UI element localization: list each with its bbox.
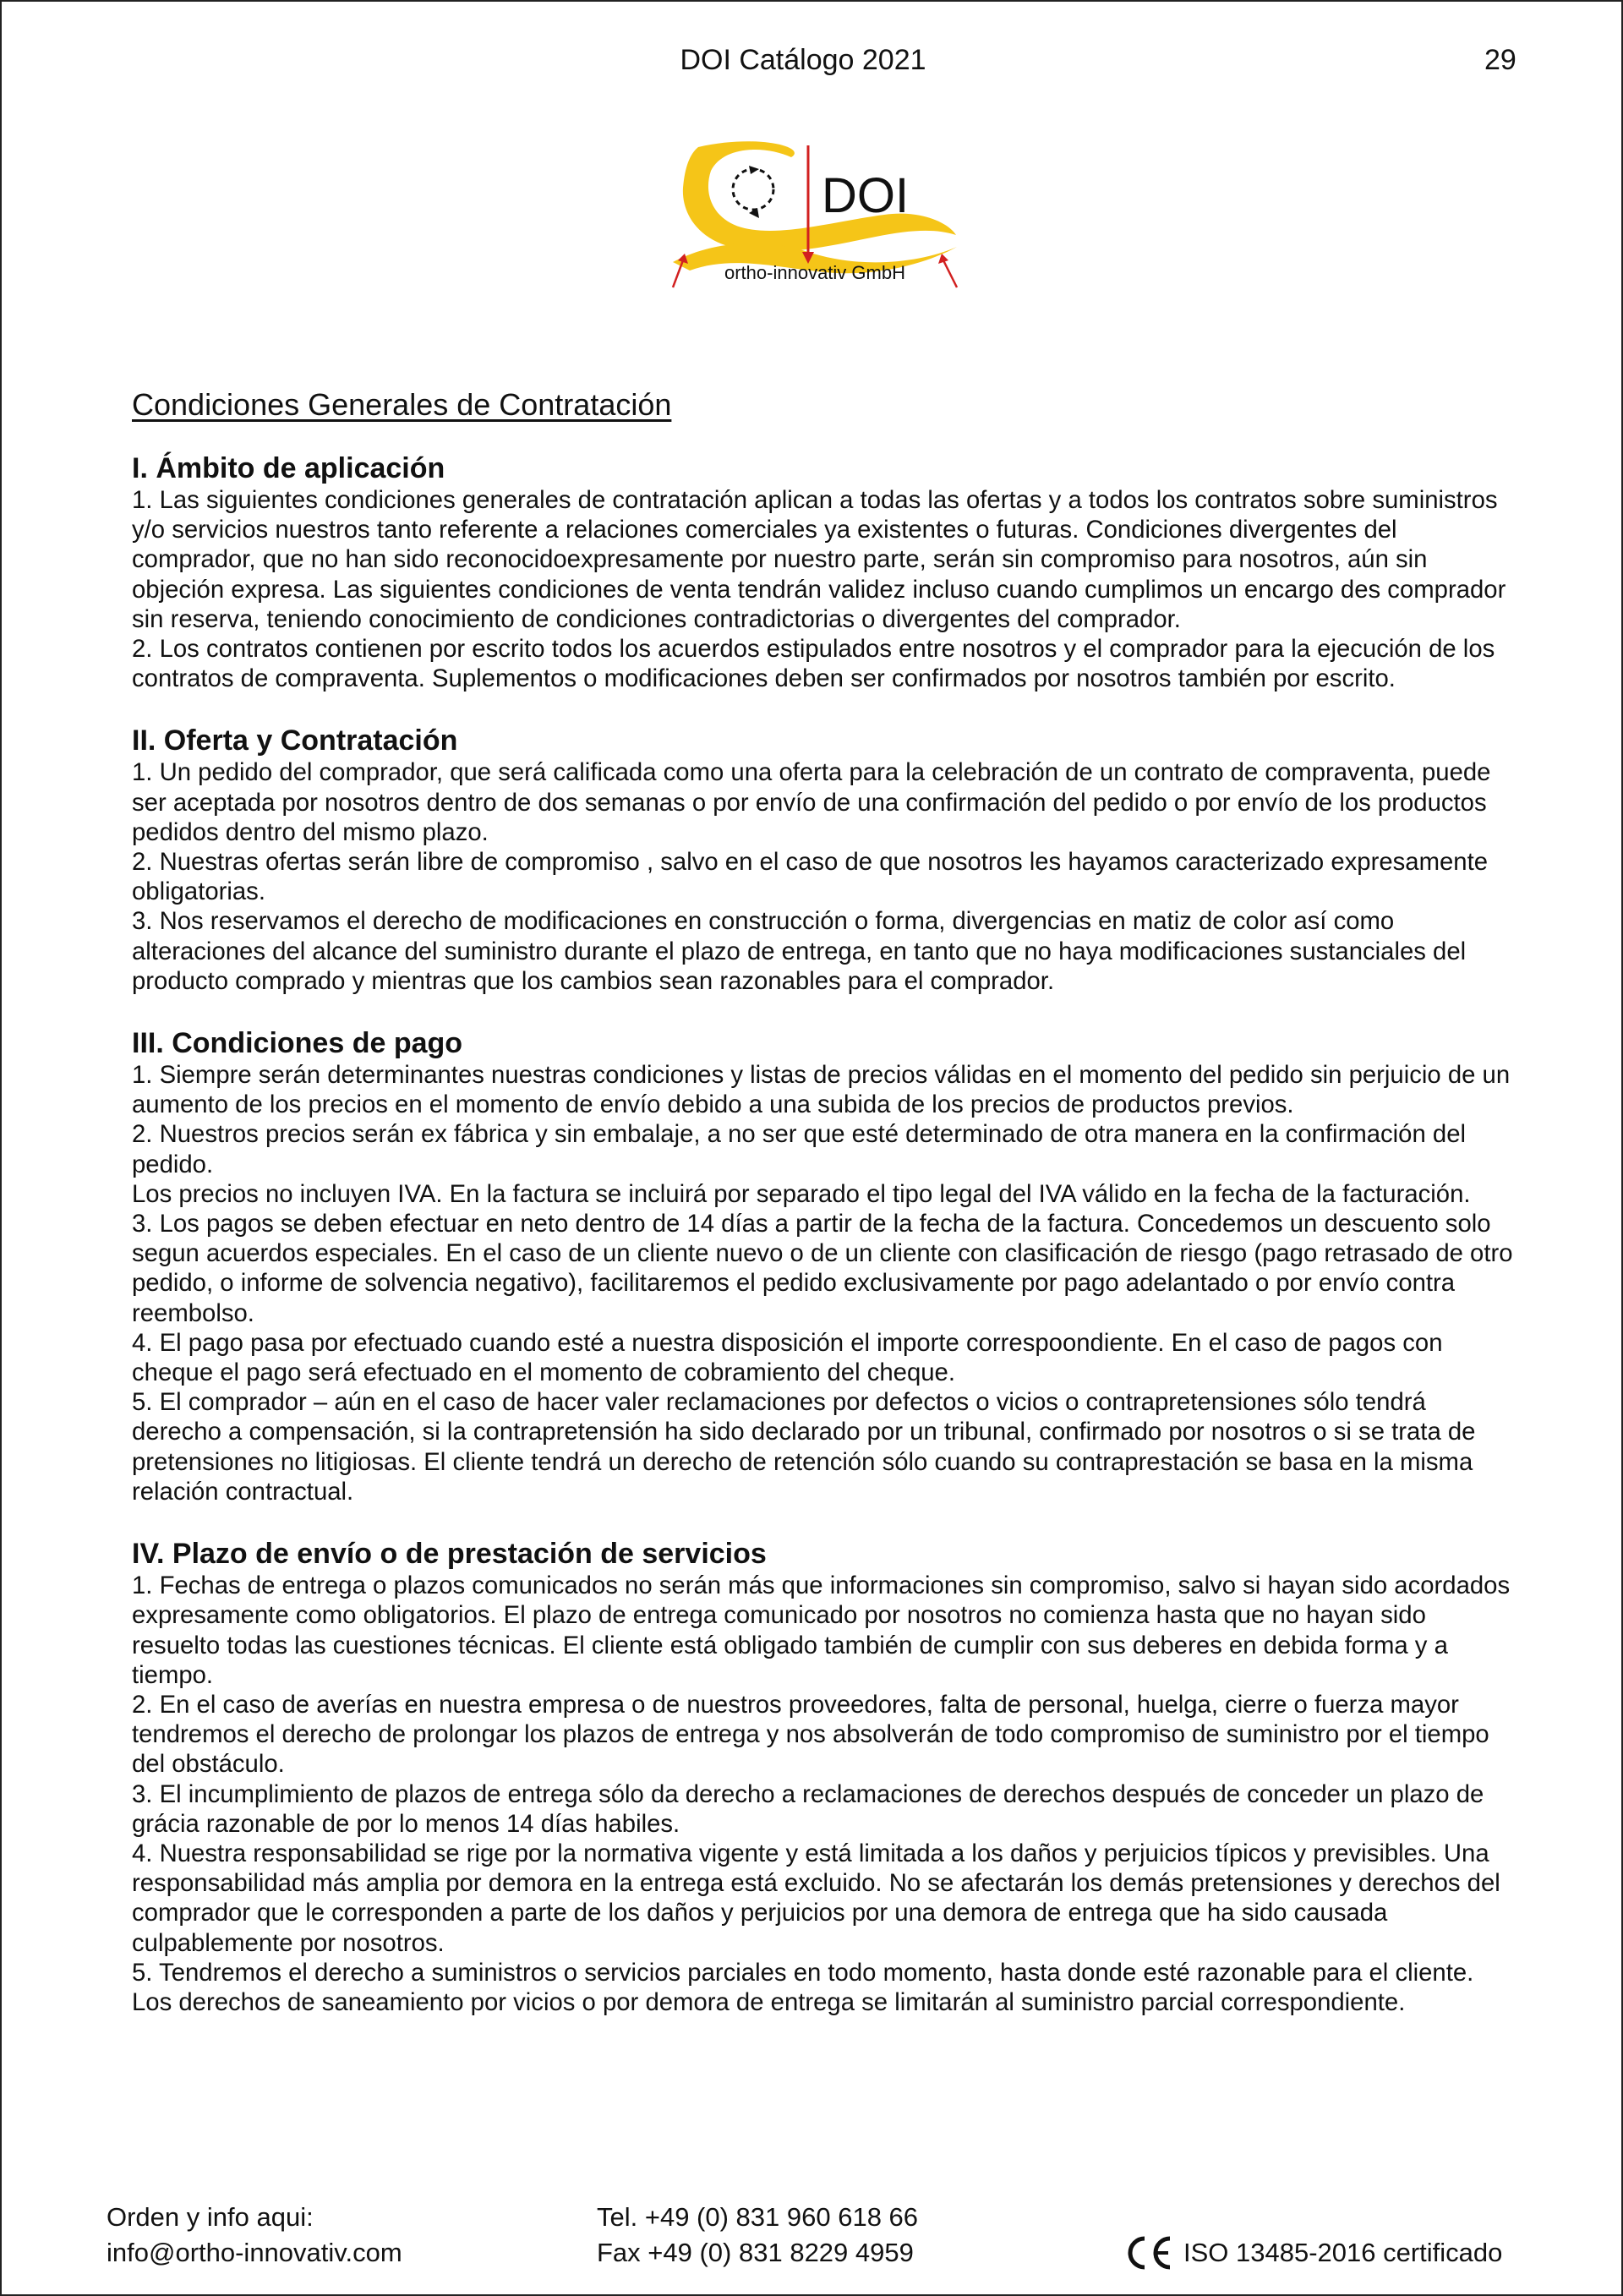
section-heading: I. Ámbito de aplicación — [132, 452, 445, 484]
paragraph: 2. En el caso de averías en nuestra empresa o de nuestros proveedores, falta de personal, huelga, cierre o fuerza mayor tendremos el derecho de prolongar los plazos de entrega y nos absolverán de todo compromiso de suministro por el tiempo del obstáculo. — [132, 1690, 1489, 1779]
paragraph: 5. Tendremos el derecho a suministros o servicios parciales en todo momento, hasta donde esté razonable para el cliente. Los derechos de saneamiento por vicios o por demora de entrega se limitarán al suministro parcial correspondiente. — [132, 1958, 1474, 2016]
section-payment — [132, 1026, 1518, 1506]
footer-order-label: Orden y info aqui: — [107, 2202, 314, 2232]
section-scope — [132, 451, 1518, 693]
footer-contact — [107, 2200, 402, 2271]
paragraph: 3. Nos reservamos el derecho de modificaciones en construcción o forma, divergencias en matiz de color así como alteraciones del alcance del suministro durante el plazo de entrega, en tanto que no haya modificaciones sustanciales del producto comprado y mientras que los cambios sean razonables para el comprador. — [132, 907, 1467, 995]
paragraph: Los precios no incluyen IVA. En la factura se incluirá por separado el tipo legal del IVA válido en la fecha de la facturación. — [132, 1179, 1471, 1208]
document-title: Condiciones Generales de Contratación — [132, 387, 672, 422]
paragraph: 4. El pago pasa por efectuado cuando esté a nuestra disposición el importe correspoondiente. En el caso de pagos con cheque el pago será efectuado en el momento de cobramiento del cheque. — [132, 1328, 1443, 1387]
paragraph: 1. Un pedido del comprador, que será calificada como una oferta para la celebración de un contrato de compraventa, puede ser aceptada por nosotros dentro de dos semanas o por envío de una confirmación del pedido o por envío de los productos pedidos dentro del mismo plazo. — [132, 758, 1491, 846]
paragraph: 2. Nuestros precios serán ex fábrica y sin embalaje, a no ser que esté determinado de otra manera en la confirmación del pedido. — [132, 1120, 1466, 1178]
page-number: 29 — [1484, 44, 1516, 76]
header-title: DOI Catálogo 2021 — [680, 44, 926, 76]
logo-brand: DOI — [822, 168, 910, 223]
ce-mark-icon — [1124, 2235, 1175, 2271]
paragraph: 4. Nuestra responsabilidad se rige por la normativa vigente y está limitada a los daños y perjuicios típicos y previsibles. Una responsabilidad más amplia por demora en la entrega está excluido. No se afectarán los demás pretensiones y derechos del comprador que le corresponden a parte de los daños y perjuicios por una demora de entrega que ha sido causada culpablemente por nosotros. — [132, 1839, 1500, 1957]
terms-content — [132, 451, 1518, 2047]
footer-iso-text: ISO 13485-2016 certificado — [1183, 2238, 1503, 2267]
footer-email: info@ortho-innovativ.com — [107, 2238, 402, 2267]
paragraph: 1. Las siguientes condiciones generales de contratación aplican a todas las ofertas y a todos los contratos sobre suministros y/o servicios nuestros tanto referente a relaciones comerciales ya existentes o futuras. Condiciones divergentes del comprador, que no han sido reconocidoexpresamente por nuestro parte, serán sin compromiso para nosotros, aún sin objeción expresa. Las siguientes condiciones de venta tendrán validez incluso cuando cumplimos un encargo des comprador sin reserva, teniendo conocimiento de condiciones contradictorias o divergentes del comprador. — [132, 486, 1506, 633]
footer-certification — [1124, 2235, 1502, 2271]
paragraph: 2. Nuestras ofertas serán libre de compromiso , salvo en el caso de que nosotros les hayamos caracterizado expresamente obligatorias. — [132, 848, 1489, 906]
section-heading: II. Oferta y Contratación — [132, 724, 458, 757]
paragraph: 1. Fechas de entrega o plazos comunicados no serán más que informaciones sin compromiso, salvo si hayan sido acordados expresamente como obligatorios. El plazo de entrega comunicado por nosotros no comienza hasta que no hayan sido resuelto todas las cuestiones técnicas. El cliente está obligado también de cumplir con sus deberes en debida forma y a tiempo. — [132, 1572, 1511, 1689]
section-delivery — [132, 1537, 1518, 2017]
section-heading: III. Condiciones de pago — [132, 1027, 463, 1060]
doi-logo — [664, 137, 965, 293]
section-offer — [132, 724, 1518, 996]
paragraph: 2. Los contratos contienen por escrito todos los acuerdos estipulados entre nosotros y el comprador para la ejecución de los contratos de compraventa. Suplementos o modificaciones deben ser confirmados por nosotros también por escrito. — [132, 635, 1495, 693]
logo-company: ortho-innovativ GmbH — [724, 262, 905, 283]
footer-fax: Fax +49 (0) 831 8229 4959 — [597, 2238, 914, 2267]
paragraph: 3. Los pagos se deben efectuar en neto dentro de 14 días a partir de la fecha de la factura. Concedemos un descuento solo segun acuerdos especiales. En el caso de un cliente nuevo o de un cliente con clasificación de riesgo (pago retrasado de otro pedido, o informe de solvencia negativo), facilitaremos el pedido exclusivamente por pago adelantado o por envío contra reembolso. — [132, 1210, 1513, 1327]
footer-tel: Tel. +49 (0) 831 960 618 66 — [597, 2202, 919, 2232]
footer-phone — [597, 2200, 918, 2271]
paragraph: 1. Siempre serán determinantes nuestras condiciones y listas de precios válidas en el momento del pedido sin perjuicio de un aumento de los precios en el momento de envío debido a una subida de los precios de productos previos. — [132, 1061, 1511, 1119]
paragraph: 5. El comprador – aún en el caso de hacer valer reclamaciones por defectos o vicios o contrapretensiones sólo tendrá derecho a compensación, si la contrapretensión ha sido declarado por un tribunal, confirmado por nosotros o si se trata de pretensiones no litigiosas. El cliente tendrá un derecho de retención sólo cuando su contraprestación se basa en la misma relación contractual. — [132, 1388, 1476, 1506]
section-heading: IV. Plazo de envío o de prestación de servicios — [132, 1538, 767, 1571]
paragraph: 3. El incumplimiento de plazos de entrega sólo da derecho a reclamaciones de derechos después de conceder un plazo de grácia razonable de por lo menos 14 días habiles. — [132, 1779, 1484, 1838]
